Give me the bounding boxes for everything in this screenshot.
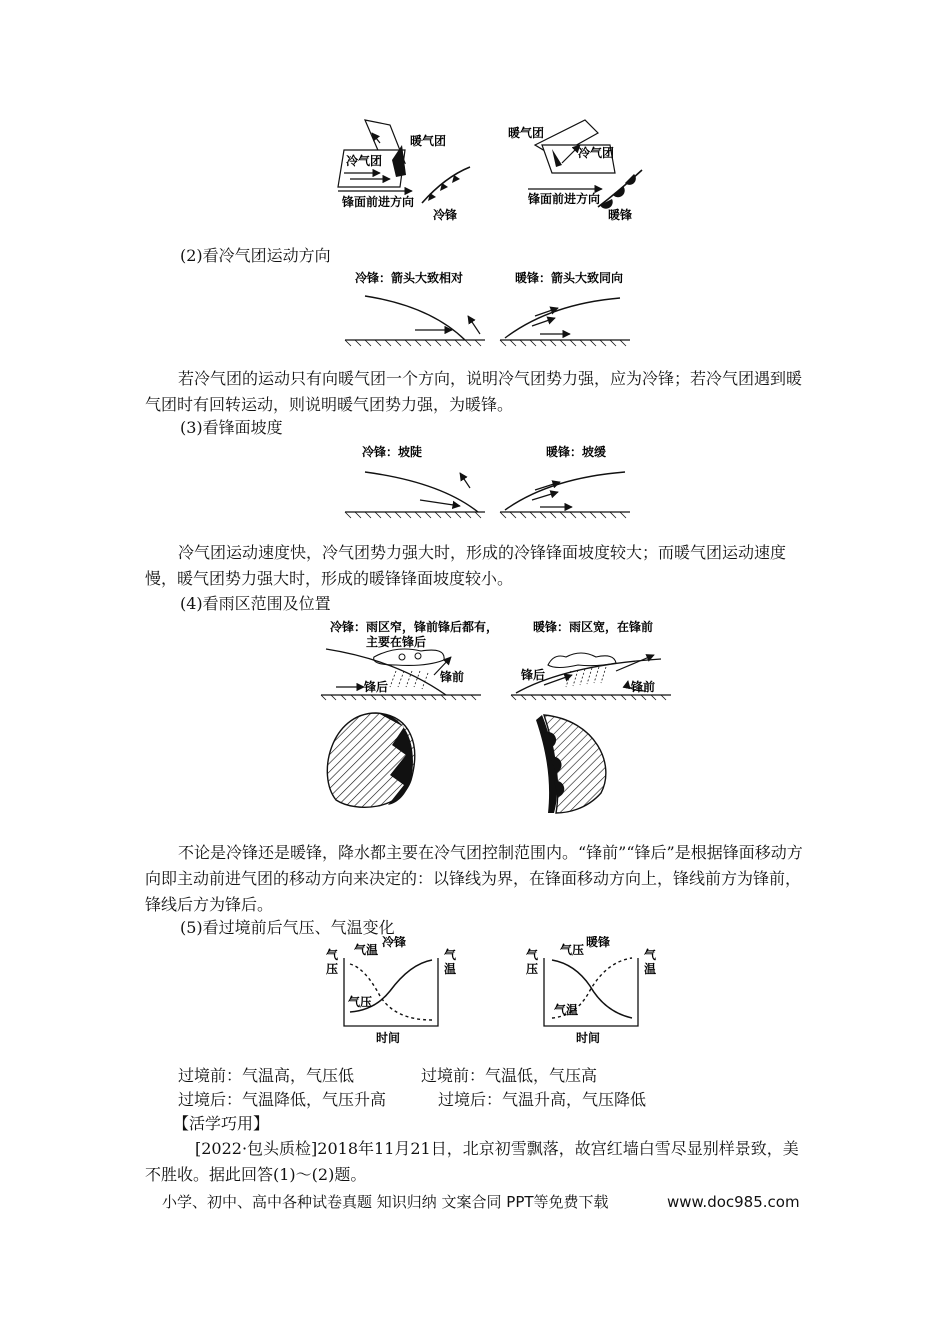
- warm-front-chart: [526, 936, 657, 1045]
- section-2-text: 若冷气团的运动只有向暖气团一个方向，说明冷气团势力强，应为冷锋；若冷气团遇到暖气团时有回转运动，则说明暖气团势力强，为暖锋。: [145, 369, 803, 414]
- section-5-heading: (5)看过境前后气压、气温变化: [180, 918, 395, 937]
- air-mass-figure: [330, 115, 650, 225]
- warm-front-caption: 暖锋：雨区宽，在锋前: [533, 620, 654, 634]
- footer-text: 小学、初中、高中各种试卷真题 知识归纳 文案合同 PPT等免费下载: [162, 1193, 609, 1211]
- after-right: 过境后：气温升高，气压降低: [438, 1090, 647, 1109]
- section-3-text: 冷气团运动速度快，冷气团势力强大时，形成的冷锋锋面坡度较大；而暖气团运动速度慢，暖气团势力强大时，形成的暖锋锋面坡度较小。: [145, 543, 787, 588]
- time-axis-label: 时间: [576, 1031, 601, 1045]
- cold-front-chart: [326, 936, 457, 1045]
- direction-label: 锋面前进方向: [528, 192, 601, 206]
- section-4-heading: (4)看雨区范围及位置: [180, 594, 331, 613]
- section-4-text: 不论是冷锋还是暖锋，降水都主要在冷气团控制范围内。“锋前”“锋后”是根据锋面移动方向即主动前进气团的移动方向来决定的：以锋线为界，在锋面移动方向上，锋线前方为锋前，锋线后方为锋后。: [145, 843, 803, 914]
- axis-right-label-char1: 气: [644, 948, 657, 962]
- before-right: 过境前：气温低，气压高: [421, 1066, 598, 1085]
- axis-left-label-char1: 气: [326, 948, 339, 962]
- temperature-label: 气温: [554, 1003, 579, 1017]
- warm-front-label: 暖锋: [586, 936, 611, 949]
- axis-right-label-char2: 温: [444, 962, 457, 976]
- cold-airmass-direction-figure: [340, 266, 630, 348]
- cold-front-label: 冷锋: [382, 936, 407, 949]
- after-left: 过境后：气温降低，气压升高: [178, 1090, 387, 1109]
- ahead-front-label: 锋前: [631, 680, 656, 694]
- temperature-label: 气温: [354, 943, 379, 957]
- axis-left-label-char2: 压: [526, 962, 539, 976]
- axis-right-label-char2: 温: [644, 962, 657, 976]
- behind-front-label: 锋后: [521, 668, 546, 682]
- cold-front-caption-2: 主要在锋后: [366, 635, 427, 649]
- warm-front-airmass-diagram: [508, 120, 642, 222]
- warm-airmass-label: 暖气团: [508, 126, 545, 140]
- direction-label: 锋面前进方向: [342, 195, 415, 209]
- cold-airmass-label: 冷气团: [578, 146, 615, 160]
- before-left: 过境前：气温高，气压低: [178, 1066, 355, 1085]
- axis-right-label-char1: 气: [444, 948, 457, 962]
- section-2-heading: (2)看冷气团运动方向: [180, 246, 331, 265]
- cold-front-caption: 冷锋：箭头大致相对: [355, 271, 464, 285]
- practice-title: 【活学巧用】: [173, 1114, 270, 1133]
- rain-area-figure: [316, 615, 676, 815]
- axis-left-label-char1: 气: [526, 948, 539, 962]
- pressure-temperature-figure: [320, 936, 670, 1046]
- warm-airmass-label: 暖气团: [410, 134, 447, 148]
- cold-front-caption-1: 冷锋：雨区窄，锋前锋后都有，: [330, 620, 499, 634]
- behind-front-label: 锋后: [364, 680, 389, 694]
- warm-front-label: 暖锋: [608, 208, 633, 222]
- cold-front-airmass-diagram: [338, 120, 470, 222]
- cold-front-label: 冷锋: [433, 208, 458, 222]
- time-axis-label: 时间: [376, 1031, 401, 1045]
- front-slope-figure: [340, 438, 630, 520]
- pressure-label: 气压: [348, 995, 373, 1009]
- practice-text: [2022·包头质检]2018年11月21日，北京初雪飘落，故宫红墙白雪尽显别样景致，美不胜收。据此回答(1)～(2)题。: [145, 1139, 799, 1184]
- warm-front-caption: 暖锋：坡缓: [546, 445, 607, 459]
- ahead-front-label: 锋前: [440, 670, 465, 684]
- section-3-heading: (3)看锋面坡度: [180, 418, 283, 437]
- cold-front-caption: 冷锋：坡陡: [362, 445, 423, 459]
- cold-airmass-label: 冷气团: [346, 154, 383, 168]
- warm-front-caption: 暖锋：箭头大致同向: [515, 271, 624, 285]
- axis-left-label-char2: 压: [326, 962, 339, 976]
- pressure-label: 气压: [560, 943, 585, 957]
- footer-url[interactable]: www.doc985.com: [667, 1193, 800, 1211]
